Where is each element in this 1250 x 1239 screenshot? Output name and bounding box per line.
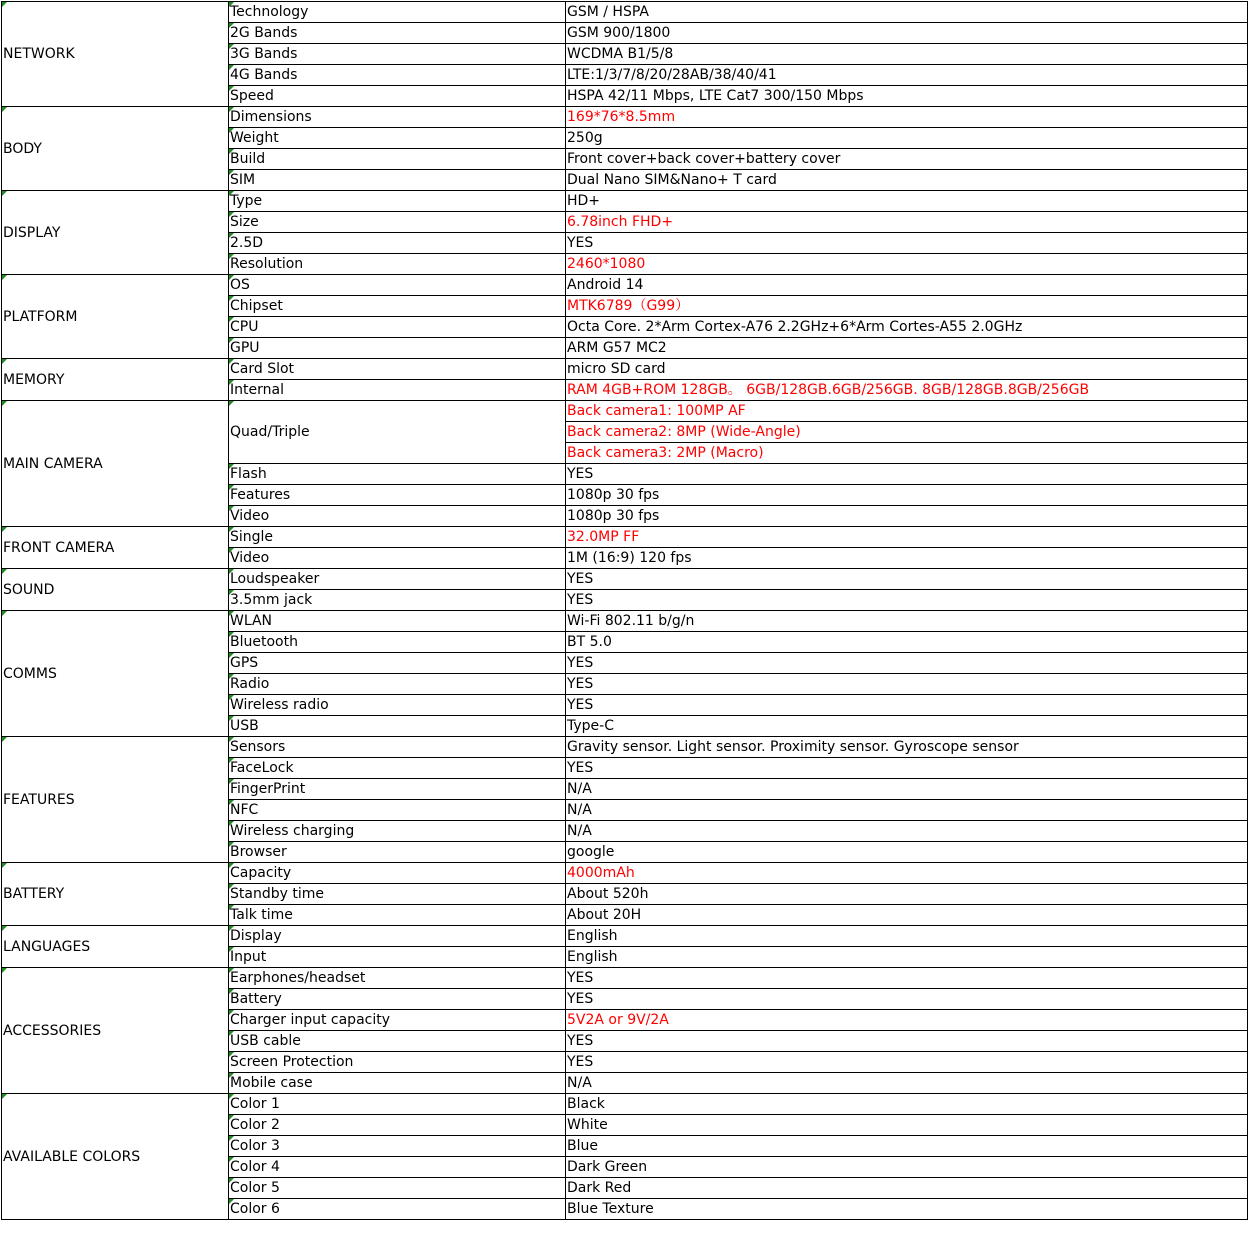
spec-value: N/A [566, 821, 1248, 842]
spec-value: 250g [566, 128, 1248, 149]
spec-label: Type [229, 191, 566, 212]
spec-label: SIM [229, 170, 566, 191]
spec-value: Dark Red [566, 1178, 1248, 1199]
spec-value: 4000mAh [566, 863, 1248, 884]
section-label-network: NETWORK [2, 2, 229, 107]
spec-label: Color 6 [229, 1199, 566, 1220]
spec-row [2, 191, 1248, 212]
spec-value: WCDMA B1/5/8 [566, 44, 1248, 65]
spec-value: Back camera1: 100MP AF [566, 401, 1248, 422]
section-label-accessories: ACCESSORIES [2, 968, 229, 1094]
spec-value: YES [566, 1052, 1248, 1073]
spec-label: Single [229, 527, 566, 548]
spec-label: Color 4 [229, 1157, 566, 1178]
spec-label: Technology [229, 2, 566, 23]
spec-value: 5V2A or 9V/2A [566, 1010, 1248, 1031]
spec-value: About 20H [566, 905, 1248, 926]
spec-value: YES [566, 569, 1248, 590]
spec-sheet-table [1, 1, 1248, 1220]
spec-value: YES [566, 590, 1248, 611]
section-label-display: DISPLAY [2, 191, 229, 275]
section-label-main-camera: MAIN CAMERA [2, 401, 229, 527]
spec-label: Earphones/headset [229, 968, 566, 989]
spec-label: Resolution [229, 254, 566, 275]
spec-label: Quad/Triple [229, 401, 566, 464]
spec-value: White [566, 1115, 1248, 1136]
spec-value: LTE:1/3/7/8/20/28AB/38/40/41 [566, 65, 1248, 86]
spec-value: N/A [566, 800, 1248, 821]
spec-label: Capacity [229, 863, 566, 884]
spec-value: Dark Green [566, 1157, 1248, 1178]
spec-label: Build [229, 149, 566, 170]
spec-label: Video [229, 506, 566, 527]
spec-label: Dimensions [229, 107, 566, 128]
spec-label: USB [229, 716, 566, 737]
spec-label: Browser [229, 842, 566, 863]
spec-label: Input [229, 947, 566, 968]
section-label-features: FEATURES [2, 737, 229, 863]
spec-label: FaceLock [229, 758, 566, 779]
spec-label: OS [229, 275, 566, 296]
spec-label: 3.5mm jack [229, 590, 566, 611]
section-label-comms: COMMS [2, 611, 229, 737]
spec-label: Color 5 [229, 1178, 566, 1199]
spec-label: Card Slot [229, 359, 566, 380]
spec-value: 2460*1080 [566, 254, 1248, 275]
section-label-body: BODY [2, 107, 229, 191]
spec-row [2, 527, 1248, 548]
spec-label: USB cable [229, 1031, 566, 1052]
section-label-languages: LANGUAGES [2, 926, 229, 968]
spec-row [2, 863, 1248, 884]
spec-value: 6.78inch FHD+ [566, 212, 1248, 233]
spec-row [2, 107, 1248, 128]
spec-label: CPU [229, 317, 566, 338]
spec-label: NFC [229, 800, 566, 821]
spec-value: YES [566, 758, 1248, 779]
spec-label: Color 1 [229, 1094, 566, 1115]
spec-value: 32.0MP FF [566, 527, 1248, 548]
section-label-sound: SOUND [2, 569, 229, 611]
spec-row [2, 926, 1248, 947]
spec-value: google [566, 842, 1248, 863]
spec-label: 3G Bands [229, 44, 566, 65]
spec-label: 4G Bands [229, 65, 566, 86]
spec-row [2, 737, 1248, 758]
spec-value: 169*76*8.5mm [566, 107, 1248, 128]
spec-label: Radio [229, 674, 566, 695]
spec-label: Sensors [229, 737, 566, 758]
spec-label: Size [229, 212, 566, 233]
section-label-battery: BATTERY [2, 863, 229, 926]
spec-value: BT 5.0 [566, 632, 1248, 653]
spec-label: Bluetooth [229, 632, 566, 653]
spec-value: About 520h [566, 884, 1248, 905]
spec-value: Back camera3: 2MP (Macro) [566, 443, 1248, 464]
spec-value: YES [566, 464, 1248, 485]
spec-label: GPU [229, 338, 566, 359]
section-label-available-colors: AVAILABLE COLORS [2, 1094, 229, 1220]
spec-value: 1080p 30 fps [566, 485, 1248, 506]
spec-value: YES [566, 989, 1248, 1010]
spec-value: 1080p 30 fps [566, 506, 1248, 527]
spec-label: Speed [229, 86, 566, 107]
spec-value: YES [566, 968, 1248, 989]
spec-value: Back camera2: 8MP (Wide-Angle) [566, 422, 1248, 443]
spec-label: Mobile case [229, 1073, 566, 1094]
spec-label: Talk time [229, 905, 566, 926]
section-label-memory: MEMORY [2, 359, 229, 401]
spec-value: Blue Texture [566, 1199, 1248, 1220]
spec-row [2, 359, 1248, 380]
spec-value: micro SD card [566, 359, 1248, 380]
spec-label: Internal [229, 380, 566, 401]
spec-value: Wi-Fi 802.11 b/g/n [566, 611, 1248, 632]
spec-label: Weight [229, 128, 566, 149]
spec-label: 2G Bands [229, 23, 566, 44]
spec-value: English [566, 926, 1248, 947]
spec-label: Flash [229, 464, 566, 485]
spec-value: Android 14 [566, 275, 1248, 296]
spec-value: N/A [566, 1073, 1248, 1094]
spec-row [2, 1094, 1248, 1115]
spec-label: Video [229, 548, 566, 569]
spec-value: Dual Nano SIM&Nano+ T card [566, 170, 1248, 191]
spec-value: GSM 900/1800 [566, 23, 1248, 44]
spec-label: 2.5D [229, 233, 566, 254]
spec-value: Black [566, 1094, 1248, 1115]
spec-label: Wireless radio [229, 695, 566, 716]
spec-value: YES [566, 233, 1248, 254]
spec-value: YES [566, 674, 1248, 695]
spec-label: Features [229, 485, 566, 506]
spec-value: Octa Core. 2*Arm Cortex-A76 2.2GHz+6*Arm Cortes-A55 2.0GHz [566, 317, 1248, 338]
spec-value: N/A [566, 779, 1248, 800]
section-label-platform: PLATFORM [2, 275, 229, 359]
spec-value: ARM G57 MC2 [566, 338, 1248, 359]
spec-label: GPS [229, 653, 566, 674]
spec-value: Front cover+back cover+battery cover [566, 149, 1248, 170]
spec-label: Wireless charging [229, 821, 566, 842]
spec-label: Charger input capacity [229, 1010, 566, 1031]
spec-value: YES [566, 653, 1248, 674]
spec-label: Loudspeaker [229, 569, 566, 590]
spec-value: YES [566, 695, 1248, 716]
spec-value: HSPA 42/11 Mbps, LTE Cat7 300/150 Mbps [566, 86, 1248, 107]
spec-label: Color 3 [229, 1136, 566, 1157]
spec-value: YES [566, 1031, 1248, 1052]
spec-label: Color 2 [229, 1115, 566, 1136]
spec-value: Type-C [566, 716, 1248, 737]
spec-row [2, 611, 1248, 632]
spec-value: Gravity sensor. Light sensor. Proximity sensor. Gyroscope sensor [566, 737, 1248, 758]
spec-value: RAM 4GB+ROM 128GB。 6GB/128GB.6GB/256GB. 8GB/128GB.8GB/256GB [566, 380, 1248, 401]
spec-row [2, 275, 1248, 296]
spec-label: Chipset [229, 296, 566, 317]
spec-row [2, 2, 1248, 23]
spec-value: HD+ [566, 191, 1248, 212]
spec-label: WLAN [229, 611, 566, 632]
spec-row [2, 569, 1248, 590]
spec-value: English [566, 947, 1248, 968]
spec-row [2, 401, 1248, 422]
spec-value: Blue [566, 1136, 1248, 1157]
spec-value: GSM / HSPA [566, 2, 1248, 23]
spec-value: MTK6789（G99） [566, 296, 1248, 317]
spec-label: Display [229, 926, 566, 947]
spec-label: Standby time [229, 884, 566, 905]
spec-value: 1M (16:9) 120 fps [566, 548, 1248, 569]
spec-label: Battery [229, 989, 566, 1010]
spec-row [2, 968, 1248, 989]
section-label-front-camera: FRONT CAMERA [2, 527, 229, 569]
spec-label: FingerPrint [229, 779, 566, 800]
spec-label: Screen Protection [229, 1052, 566, 1073]
spec-sheet-body [2, 2, 1248, 1220]
